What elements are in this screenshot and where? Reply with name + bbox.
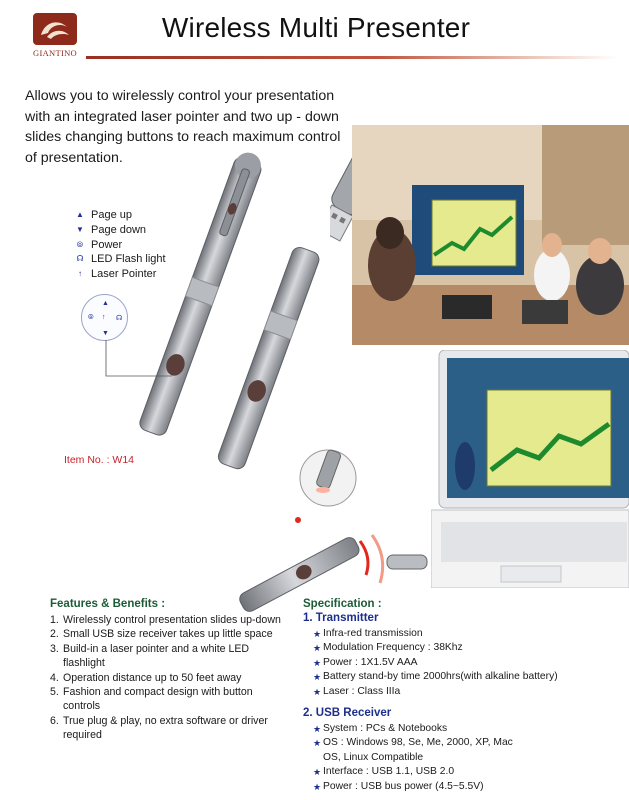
star-bullet-icon: ★ [313, 672, 322, 683]
feature-item: 5. Fashion and compact design with button controls [50, 686, 253, 713]
flashlight-icon: ☊ [76, 254, 84, 264]
spec-item: ★ Modulation Frequency : 38Khz [313, 641, 623, 655]
triangle-down-icon: ▼ [76, 224, 84, 234]
star-bullet-icon: ★ [313, 657, 322, 668]
receiver-spec-list [313, 722, 513, 794]
button-pad-diagram [81, 294, 128, 341]
spec-item: ★ System : PCs & Notebooks [313, 722, 513, 736]
star-bullet-icon: ★ [313, 738, 322, 749]
laser-arrow-icon: ↑ [102, 314, 106, 321]
meeting-photo [352, 125, 629, 345]
header-divider [86, 56, 618, 59]
star-bullet-icon: ★ [313, 767, 322, 778]
usb-receiver-heading: 2. USB Receiver [303, 707, 392, 719]
triangle-up-icon: ▲ [102, 300, 109, 307]
spec-item: ★ Power : USB bus power (4.5~5.5V) [313, 780, 513, 794]
laser-arrow-icon: ↑ [78, 269, 82, 279]
legend-item [74, 267, 166, 282]
feature-item: 4. Operation distance up to 50 feet away [50, 671, 242, 684]
legend-label: LED Flash light [91, 253, 166, 266]
transmitter-heading: 1. Transmitter [303, 612, 379, 624]
triangle-up-icon: ▲ [76, 210, 84, 219]
intro-text: Allows you to wirelessly control your presentation with an integrated laser pointer and two up - down slides changing buttons to reach maximum control of presentation. [25, 88, 341, 166]
feature-item: 6. True plug & play, no extra software or driver required [50, 714, 268, 742]
star-bullet-icon: ★ [313, 724, 322, 734]
legend-label: Power [91, 238, 123, 251]
features-list [50, 613, 290, 743]
laser-closeup-illustration [288, 438, 358, 528]
legend-item [74, 223, 166, 238]
spec-item: ★ Infra-red transmission [313, 627, 623, 641]
spec-item: ★ Laser : Class IIIa [313, 685, 623, 699]
star-bullet-icon: ★ [313, 643, 322, 654]
specification-heading: Specification : [303, 598, 382, 610]
spec-item: ★ Interface : USB 1.1, USB 2.0 [313, 765, 513, 779]
item-number: Item No. : W14 [64, 454, 135, 466]
flashlight-icon: ☊ [116, 315, 123, 322]
feature-item: 3. Build-in a laser pointer and a white LED flashlight [50, 642, 250, 670]
laptop-photo [431, 350, 629, 588]
spec-item: ★ Power : 1X1.5V AAA [313, 656, 623, 670]
legend-item [74, 238, 166, 253]
button-legend [74, 208, 166, 282]
legend-label: Page down [91, 223, 147, 236]
legend-label: Laser Pointer [91, 268, 157, 281]
power-icon: ⦾ [88, 314, 94, 321]
legend-label: Page up [91, 209, 132, 221]
feature-item: 2. Small USB size receiver takes up little space [50, 628, 273, 641]
leader-line [104, 340, 174, 380]
page-title: Wireless Multi Presenter [161, 12, 471, 43]
star-bullet-icon: ★ [313, 629, 322, 639]
spec-item: ★ OS : Windows 98, Se, Me, 2000, XP, Mac OS, Linux Compatible [313, 736, 513, 765]
features-heading: Features & Benefits : [50, 598, 166, 610]
legend-item [74, 252, 166, 267]
star-bullet-icon: ★ [313, 686, 322, 697]
power-icon: ⦾ [76, 239, 84, 249]
triangle-down-icon: ▼ [102, 330, 109, 337]
transmitter-spec-list [313, 627, 623, 699]
legend-item [74, 208, 166, 223]
feature-item: 1. Wirelessly control presentation slides up-down [50, 614, 281, 626]
brand-name: GIANTINO [33, 48, 77, 58]
star-bullet-icon: ★ [313, 781, 322, 792]
spec-item: ★ Battery stand-by time 2000hrs(with alkaline battery) [313, 670, 623, 684]
